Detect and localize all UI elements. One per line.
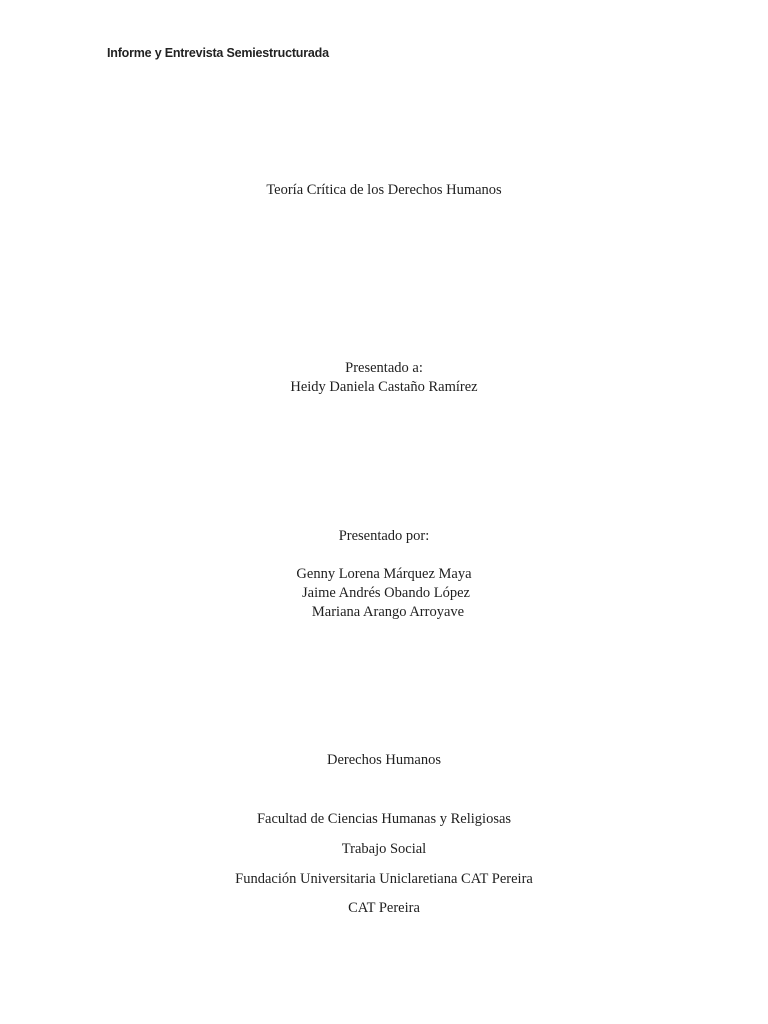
- presented-to-name: Heidy Daniela Castaño Ramírez: [290, 379, 478, 395]
- university-name: Fundación Universitaria Uniclaretiana CAT Pereira: [235, 871, 533, 887]
- author-name: Mariana Arango Arroyave: [311, 604, 465, 620]
- faculty-name: Facultad de Ciencias Humanas y Religiosas: [256, 811, 512, 827]
- course-name: Derechos Humanos: [327, 752, 441, 768]
- document-title: Teoría Crítica de los Derechos Humanos: [266, 182, 502, 198]
- author-name: Jaime Andrés Obando López: [302, 585, 470, 601]
- running-head: Informe y Entrevista Semiestructurada: [107, 46, 329, 60]
- location-name: CAT Pereira: [348, 900, 420, 916]
- presented-to-label: Presentado a:: [345, 360, 423, 376]
- author-name: Genny Lorena Márquez Maya: [296, 566, 472, 582]
- presented-by-label: Presentado por:: [338, 528, 430, 544]
- program-name: Trabajo Social: [341, 841, 427, 857]
